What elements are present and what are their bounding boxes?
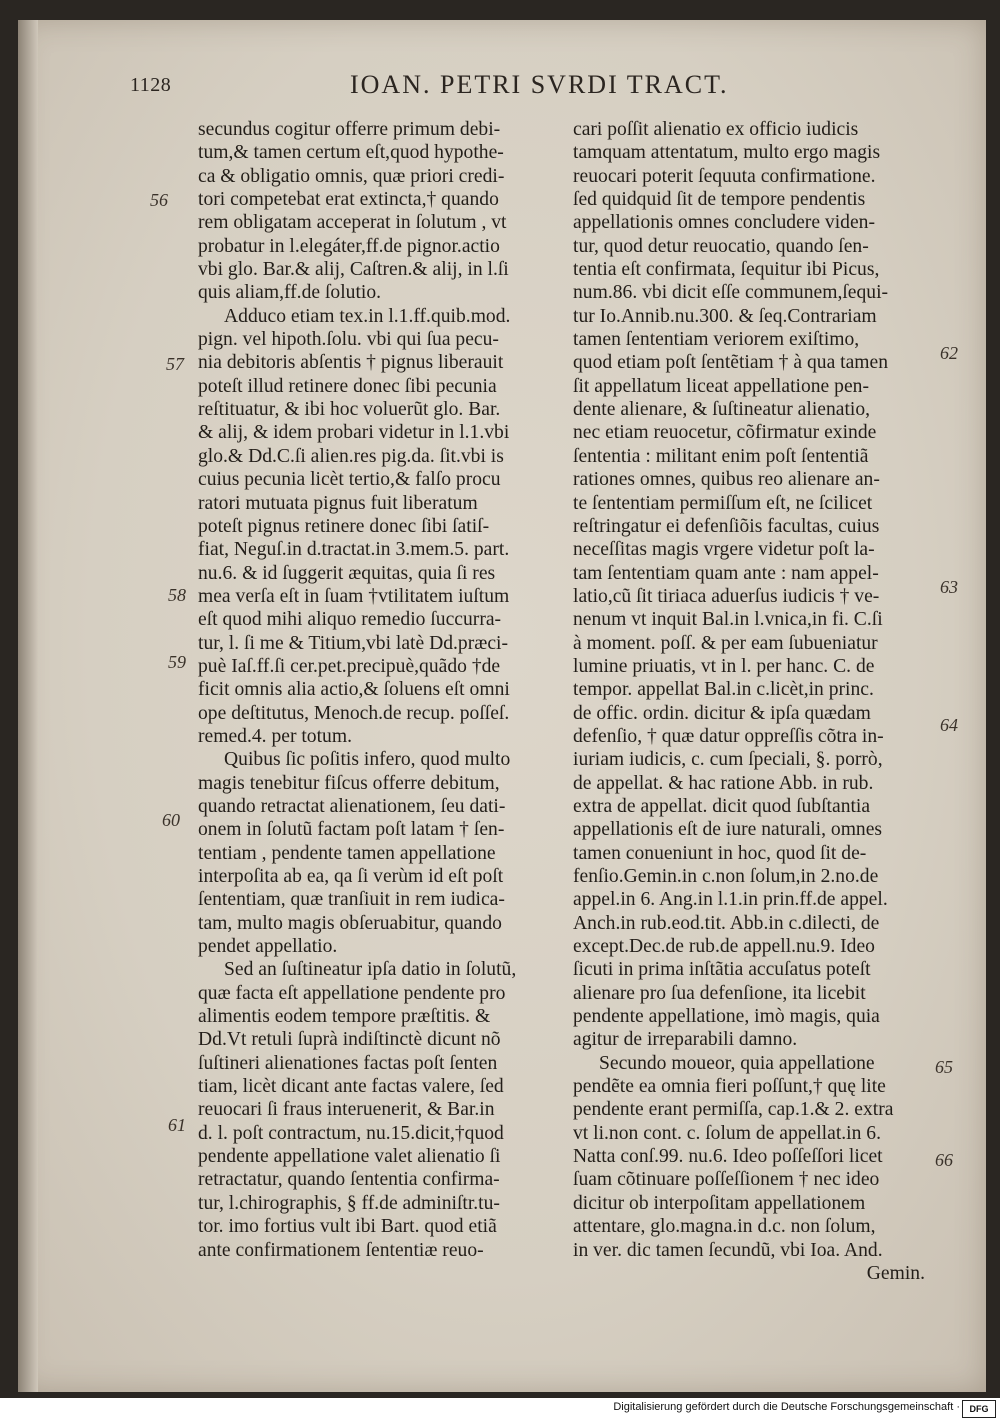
left-column-line: interpoſita ab ea, qa ſi verùm id eſt poſt xyxy=(198,866,504,887)
right-column-line: tentia eſt confirmata, ſequitur ibi Picus, xyxy=(573,259,880,281)
right-column-line: num.86. vbi dicit eſſe communem,ſequi- xyxy=(573,282,889,304)
left-column-line: ope deſtitutus, Menoch.de recup. poſſeſ. xyxy=(198,702,510,724)
right-column-line: tempor. appellat Bal.in c.licèt,in princ. xyxy=(573,679,874,701)
left-column-line: pendet appellatio. xyxy=(198,936,338,958)
left-column-line: retractatur, quando ſententia confirma- xyxy=(198,1169,500,1191)
right-column-line: pendente appellatione, imò magis, quia xyxy=(573,1006,880,1028)
right-column-line: appel.in 6. Ang.in l.1.in prin.ff.de appel. xyxy=(573,889,888,911)
margin-number-57: 57 xyxy=(166,354,184,374)
left-column-line: Adduco etiam tex.in l.1.ff.quib.mod. xyxy=(224,305,511,327)
margin-number-56: 56 xyxy=(150,190,168,210)
left-column-line: tentiam , pendente tamen appellatione xyxy=(198,842,496,864)
left-column-line: nu.6. & id ſuggerit æquitas, quia ſi res xyxy=(198,562,496,584)
left-column-line: reuocari ſi fraus interuenerit, & Bar.in xyxy=(198,1099,495,1121)
left-column-line: pign. vel hipoth.ſolu. vbi qui ſua pecu- xyxy=(198,329,499,351)
page-gutter xyxy=(18,20,38,1392)
right-column-line: dicitur ob interpoſitam appellationem xyxy=(573,1192,866,1214)
right-column-line: tur, quod detur reuocatio, quando ſen- xyxy=(573,235,869,257)
left-column-line: probatur in l.elegáter,ff.de pignor.actio xyxy=(198,235,500,257)
left-column-line: ratori mutuata pignus fuit liberatum xyxy=(198,492,478,514)
right-column-line: te ſententiam permiſſum eſt, ne ſcilicet xyxy=(573,492,873,514)
left-column-line: mea verſa eſt in ſuam †vtilitatem iuſtum xyxy=(198,585,510,607)
right-column-line: Secundo moueor, quia appellatione xyxy=(599,1052,875,1074)
right-column-line: reuocari poterit ſequuta confirmatione. xyxy=(573,165,876,187)
left-column-line: quis aliam,ff.de ſolutio. xyxy=(198,282,382,304)
margin-number-65: 65 xyxy=(935,1057,953,1077)
right-column-line: à moment. poſſ. & per eam ſubueniatur xyxy=(573,632,878,654)
right-column-line: attentare, glo.magna.in d.c. non ſolum, xyxy=(573,1216,876,1238)
right-column-line: extra de appellat. dicit quod ſubſtantia xyxy=(573,795,871,817)
right-column-line: de offic. ordin. dicitur & ipſa quædam xyxy=(573,702,871,724)
right-column-line: agitur de irreparabili damno. xyxy=(573,1029,798,1051)
left-column-line: puè Iaſ.ff.ſi cer.pet.precipuè,quãdo †de xyxy=(198,655,501,677)
margin-number-58: 58 xyxy=(168,585,186,605)
right-column-line: de appellat. & hac ratione Abb. in rub. xyxy=(573,772,874,794)
left-column-line: tor. imo fortius vult ibi Bart. quod etiã xyxy=(198,1216,497,1238)
left-column-line: rem obligatam acceperat in ſolutum , vt xyxy=(198,212,507,234)
margin-number-66: 66 xyxy=(935,1150,953,1170)
right-column-line: nec etiam reuocetur, cõfirmatur exinde xyxy=(573,422,877,444)
left-column-line: tum,& tamen certum eſt,quod hypothe- xyxy=(198,142,504,164)
right-column-line: defenſio, † quæ datur oppreſſis cõtra in- xyxy=(573,725,884,747)
right-column-line: iuriam iudicis, c. cum ſpeciali, §. porrò, xyxy=(573,749,883,771)
right-column xyxy=(573,118,935,1285)
left-column-line: ſententiam, quæ tranſiuit in rem iudica- xyxy=(198,889,505,911)
left-column-line: ficit omnis alia actio,& ſoluens eſt omni xyxy=(198,679,510,701)
right-column-line: Gemin. xyxy=(866,1262,925,1284)
right-column-line: appellationis omnes concludere viden- xyxy=(573,212,875,234)
right-column-line: tam ſententiam quam ante : nam appel- xyxy=(573,562,879,584)
left-column-line: eſt quod mihi aliquo remedio ſuccurra- xyxy=(198,609,502,631)
margin-number-59: 59 xyxy=(168,652,186,672)
left-column-line: d. l. poſt contractum, nu.15.dicit,†quod xyxy=(198,1122,504,1144)
right-column-line: in ver. dic tamen ſecundũ, vbi Ioa. And. xyxy=(573,1239,883,1261)
right-column-line: ſicuti in prima inſtãtia accuſatus poteſt xyxy=(573,959,871,981)
right-column-line: alienare pro ſua defenſione, ita licebit xyxy=(573,982,866,1004)
right-column-line: tur Io.Annib.nu.300. & ſeq.Contrariam xyxy=(573,305,877,327)
right-column-line: pendente erant permiſſa, cap.1.& 2. extra xyxy=(573,1099,894,1121)
dfg-logo: DFG xyxy=(962,1400,996,1418)
right-column-line: appellationis eſt de iure naturali, omnes xyxy=(573,819,883,841)
right-column-line: latio,cũ ſit tiriaca aduerſus iudicis † ve- xyxy=(573,585,880,607)
right-column-line: ſit appellatum liceat appellatione pen- xyxy=(573,375,869,397)
left-column-line: glo.& Dd.C.ſi alien.res pig.da. ſit.vbi is xyxy=(198,445,504,467)
left-column-line: & alij, & idem probari videtur in l.1.vbi xyxy=(198,422,510,444)
margin-number-61: 61 xyxy=(168,1115,186,1135)
right-column-line: cari poſſit alienatio ex officio iudicis xyxy=(573,119,859,140)
left-column-line: secundus cogitur offerre primum debi- xyxy=(198,119,501,140)
left-column-line: ſuſtineri alienationes factas poſt ſenten xyxy=(198,1052,498,1074)
left-column-line: tur, l. ſi me & Titium,vbi latè Dd.præci- xyxy=(198,632,508,654)
right-column-line: Anch.in rub.eod.tit. Abb.in c.dilecti, de xyxy=(573,912,880,934)
right-column-line: except.Dec.de rub.de appell.nu.9. Ideo xyxy=(573,936,875,958)
left-column-line: poteſt pignus retinere donec ſibi ſatiſ- xyxy=(198,515,490,537)
left-column-line: quando retractat alienationem, ſeu dati- xyxy=(198,795,506,817)
right-column-line: ſuam cõtinuare poſſeſſionem † nec ideo xyxy=(573,1169,880,1191)
left-column-line: cuius pecunia licèt tertio,& falſo procu xyxy=(198,469,501,491)
left-column-line: tiam, licèt dicant ante factas valere, ſed xyxy=(198,1076,504,1098)
left-column-line: onem in ſolutũ factam poſt latam † ſen- xyxy=(198,819,505,841)
right-column-line: pendẽte ea omnia fieri poſſunt,† quę lite xyxy=(573,1076,886,1098)
running-head xyxy=(130,70,770,110)
right-column-line: quod etiam poſt ſentẽtiam † à qua tamen xyxy=(573,352,889,374)
left-column-line: vbi glo. Bar.& alij, Caſtren.& alij, in l.ſi xyxy=(198,259,509,281)
left-column xyxy=(198,118,560,1262)
left-column-line: tori competebat erat extincta,† quando xyxy=(198,189,499,211)
margin-number-62: 62 xyxy=(940,343,958,363)
right-column-line: nenum vt inquit Bal.in l.vnica,in fi. C.ſi xyxy=(573,609,883,631)
left-column-line: Sed an ſuſtineatur ipſa datio in ſolutũ, xyxy=(224,959,517,981)
folio-number: 1128 xyxy=(130,74,172,96)
right-column-line: neceſſitas magis vrgere videtur poſt la- xyxy=(573,539,875,561)
right-column-line: tamen ſententiam veriorem exiſtimo, xyxy=(573,329,860,351)
left-column-line: pendente appellatione valet alienatio ſi xyxy=(198,1146,501,1168)
funding-notice: Digitalisierung gefördert durch die Deutsche Forschungsgemeinschaft · xyxy=(613,1401,960,1413)
right-column-line: tamquam attentatum, multo ergo magis xyxy=(573,142,881,164)
right-column-line: dente alienare, & ſuſtineatur alienatio, xyxy=(573,399,871,421)
left-column-line: nia debitoris abſentis † pignus liberauit xyxy=(198,352,504,374)
left-column-line: Dd.Vt retuli ſuprà indiſtinctè dicunt nõ xyxy=(198,1029,501,1051)
margin-number-63: 63 xyxy=(940,577,958,597)
right-column-line: Natta conſ.99. nu.6. Ideo poſſeſſori licet xyxy=(573,1146,883,1168)
right-column-line: rationes omnes, quibus reo alienare an- xyxy=(573,469,880,491)
right-column-line: ſententia : militant enim poſt ſententiã xyxy=(573,445,869,467)
left-column-line: tam, multo magis obſeruabitur, quando xyxy=(198,912,502,934)
left-column-line: remed.4. per totum. xyxy=(198,725,352,747)
footer-bar xyxy=(0,1398,1000,1420)
left-column-line: Quibus ſic poſitis infero, quod multo xyxy=(224,749,511,771)
right-column-line: ſed quidquid ſit de tempore pendentis xyxy=(573,189,866,211)
right-column-line: fenſio.Gemin.in c.non ſolum,in 2.no.de xyxy=(573,866,879,887)
left-column-line: magis tenebitur fiſcus offerre debitum, xyxy=(198,772,500,794)
left-column-line: reſtituatur, & ibi hoc voluerũt glo. Bar. xyxy=(198,399,501,421)
left-column-line: ante confirmationem ſententiæ reuo- xyxy=(198,1239,484,1261)
left-column-line: quæ facta eſt appellatione pendente pro xyxy=(198,982,506,1004)
margin-number-60: 60 xyxy=(162,810,180,830)
right-column-line: reſtringatur ei defenſiõis facultas, cuius xyxy=(573,515,880,537)
left-column-line: tur, l.chirographis, § ff.de adminiſtr.tu- xyxy=(198,1192,500,1214)
left-column-line: fiat, Neguſ.in d.tractat.in 3.mem.5. part. xyxy=(198,539,510,561)
margin-number-64: 64 xyxy=(940,715,958,735)
running-title: IOAN. PETRI SVRDI TRACT. xyxy=(350,70,729,99)
right-column-line: lumine priuatis, vt in l. per hanc. C. de xyxy=(573,655,875,677)
left-column-line: poteſt illud retinere donec ſibi pecunia xyxy=(198,375,497,397)
left-column-line: ca & obligatio omnis, quæ priori credi- xyxy=(198,165,505,187)
left-column-line: alimentis eodem tempore præſtitis. & xyxy=(198,1006,491,1028)
right-column-line: tamen conueniunt in hoc, quod ſit de- xyxy=(573,842,867,864)
right-column-line: vt li.non cont. c. ſolum de appellat.in 6. xyxy=(573,1122,881,1144)
